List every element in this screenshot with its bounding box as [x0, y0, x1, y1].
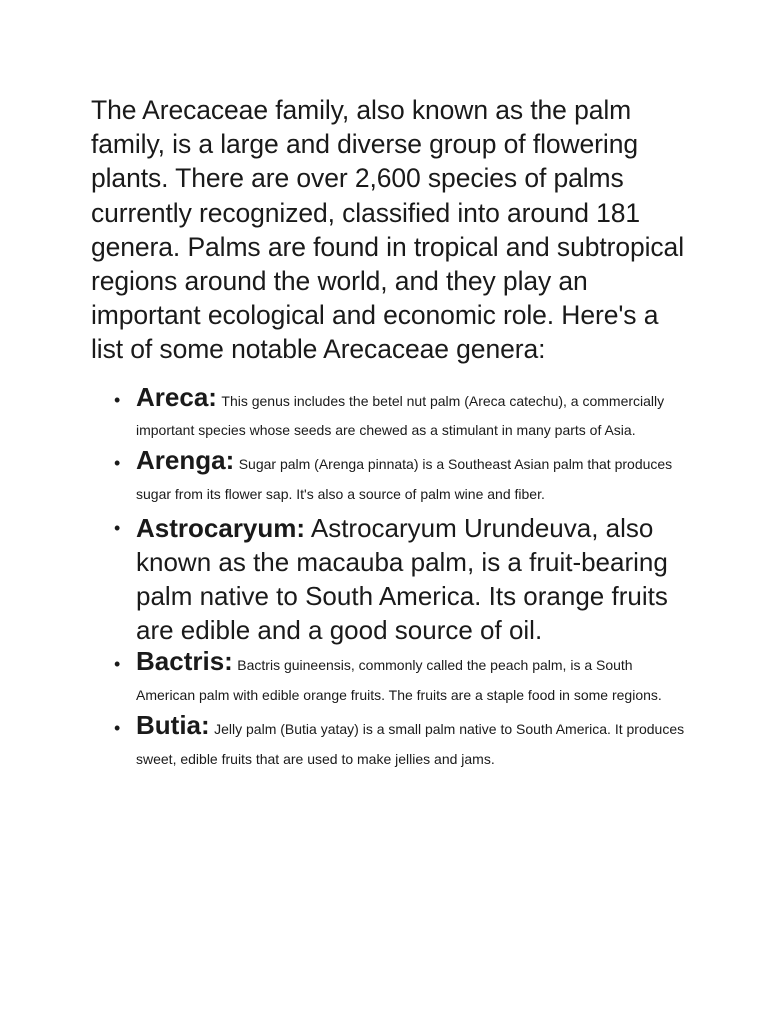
list-item-butia — [91, 711, 691, 774]
genus-description: Sugar palm (Arenga pinnata) is a Southeast Asian palm that produces sugar from its flower sap. It's also a source of palm wine and fiber. — [136, 456, 673, 502]
genera-list — [91, 383, 691, 775]
genus-description: This genus includes the betel nut palm (Areca catechu), a commercially important species whose seeds are chewed as a stimulant in many parts of Asia. — [136, 392, 665, 439]
list-item-astrocaryum — [91, 511, 691, 647]
genus-description: Jelly palm (Butia yatay) is a small palm native to South America. It produces sweet, edible fruits that are used to make jellies and jams. — [136, 720, 685, 767]
list-item-arenga — [91, 446, 691, 509]
bullet-icon: • — [114, 654, 121, 675]
document-page — [91, 93, 691, 774]
bullet-icon: • — [114, 453, 121, 474]
genus-name: Astrocaryum: — [136, 513, 306, 544]
genus-description: Bactris guineensis, commonly called the peach palm, is a South American palm with edible orange fruits. The fruits are a staple food in some regions. — [136, 657, 662, 704]
genus-name: Areca: — [136, 381, 217, 412]
bullet-icon: • — [114, 518, 121, 539]
list-item-bactris — [91, 647, 691, 710]
list-item-areca — [91, 383, 691, 446]
genus-name: Arenga: — [136, 445, 235, 476]
genus-name: Bactris: — [136, 646, 233, 677]
intro-paragraph: The Arecaceae family, also known as the palm family, is a large and diverse group of flowering plants. There are over 2,600 species of palms currently recognized, classified into around 181 genera. Palms are found in tropical and subtropical regions around the world, and they play an important ecological and economic role. Here's a list of some notable Arecaceae genera: — [91, 95, 684, 365]
genus-name: Butia: — [136, 709, 210, 740]
bullet-icon: • — [114, 389, 121, 410]
genus-description: Astrocaryum Urundeuva, also known as the macauba palm, is a fruit-bearing palm native to South America. Its orange fruits are edible and a good source of oil. — [136, 513, 668, 646]
bullet-icon: • — [114, 717, 121, 738]
